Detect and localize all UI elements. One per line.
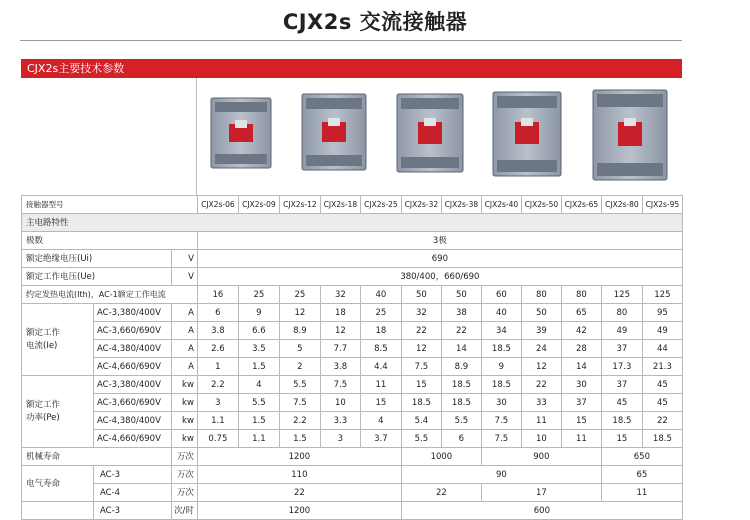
current-sub-label: AC-4,380/400V (94, 340, 172, 358)
power-cell: 5.5 (279, 376, 320, 394)
power-cell: 4 (238, 376, 279, 394)
current-cell: 4.4 (360, 358, 401, 376)
power-cell: 15 (561, 412, 601, 430)
power-row (22, 430, 683, 448)
model-cell: CJX2s-80 (601, 196, 642, 214)
current-sub-label: AC-3,380/400V (94, 304, 172, 322)
current-unit: A (172, 358, 198, 376)
current-cell: 44 (642, 340, 682, 358)
mech-life-label: 机械寿命 (22, 448, 172, 466)
power-cell: 1.1 (197, 412, 238, 430)
elec-ac4-cell: 11 (601, 484, 682, 502)
power-unit: kw (172, 376, 198, 394)
model-cell: CJX2s-50 (521, 196, 561, 214)
current-cell: 3.5 (238, 340, 279, 358)
power-sub-label: AC-3,380/400V (94, 376, 172, 394)
power-cell: 18.5 (401, 394, 441, 412)
power-cell: 7.5 (481, 412, 521, 430)
current-cell: 5 (279, 340, 320, 358)
models-label: 接触器型号 (22, 196, 198, 214)
power-row (22, 376, 683, 394)
ith-cell: 80 (561, 286, 601, 304)
mech-life-cell: 1200 (197, 448, 401, 466)
power-cell: 37 (561, 394, 601, 412)
ui-value: 690 (197, 250, 682, 268)
poles-value: 3极 (197, 232, 682, 250)
current-cell: 28 (561, 340, 601, 358)
ith-cell: 50 (401, 286, 441, 304)
current-cell: 17.3 (601, 358, 642, 376)
poles-row (22, 232, 683, 250)
current-cell: 7.5 (401, 358, 441, 376)
power-cell: 11 (360, 376, 401, 394)
power-cell: 18.5 (481, 376, 521, 394)
ui-unit: V (172, 250, 198, 268)
current-cell: 12 (320, 322, 360, 340)
power-cell: 6 (441, 430, 481, 448)
model-cell: CJX2s-65 (561, 196, 601, 214)
current-cell: 18 (360, 322, 401, 340)
power-cell: 7.5 (320, 376, 360, 394)
contactor-photos (197, 78, 682, 195)
current-row (22, 322, 683, 340)
elec-ac3-cell: 110 (197, 466, 401, 484)
current-cell: 40 (481, 304, 521, 322)
current-sub-label: AC-4,660/690V (94, 358, 172, 376)
current-cell: 49 (601, 322, 642, 340)
model-row (22, 196, 683, 214)
current-cell: 9 (481, 358, 521, 376)
current-cell: 95 (642, 304, 682, 322)
power-cell: 15 (401, 376, 441, 394)
current-cell: 3.8 (197, 322, 238, 340)
power-cell: 10 (521, 430, 561, 448)
power-cell: 3.7 (360, 430, 401, 448)
power-cell: 2.2 (197, 376, 238, 394)
ue-unit: V (172, 268, 198, 286)
elec-ac4-unit: 万次 (172, 484, 198, 502)
model-cell: CJX2s-32 (401, 196, 441, 214)
elec-ac4-label: AC-4 (94, 484, 172, 502)
current-cell: 49 (642, 322, 682, 340)
power-cell: 2.2 (279, 412, 320, 430)
mech-life-row (22, 448, 683, 466)
ue-value: 380/400，660/690 (197, 268, 682, 286)
power-unit: kw (172, 394, 198, 412)
elec-ac3-cell: 65 (601, 466, 682, 484)
power-row (22, 394, 683, 412)
frequency-ac3-label: AC-3 (94, 502, 172, 520)
current-cell: 39 (521, 322, 561, 340)
power-cell: 22 (521, 376, 561, 394)
mech-life-cell: 650 (601, 448, 682, 466)
current-group-label: 额定工作 电流(Ie) (22, 304, 94, 376)
current-row (22, 340, 683, 358)
current-cell: 50 (521, 304, 561, 322)
frequency-unit: 次/时 (172, 502, 198, 520)
model-cell: CJX2s-40 (481, 196, 521, 214)
contactor-photo-5 (593, 90, 667, 180)
current-cell: 14 (561, 358, 601, 376)
model-cell: CJX2s-09 (238, 196, 279, 214)
power-cell: 18.5 (441, 394, 481, 412)
current-cell: 24 (521, 340, 561, 358)
power-cell: 30 (481, 394, 521, 412)
power-cell: 5.5 (238, 394, 279, 412)
current-cell: 6.6 (238, 322, 279, 340)
power-row (22, 412, 683, 430)
banner-label: CJX2s主要技术参数 (27, 62, 125, 75)
power-cell: 1.1 (238, 430, 279, 448)
power-cell: 11 (521, 412, 561, 430)
power-cell: 5.5 (401, 430, 441, 448)
page-title: CJX2s 交流接触器 (282, 10, 468, 34)
power-cell: 0.75 (197, 430, 238, 448)
elec-ac3-label: AC-3 (94, 466, 172, 484)
power-cell: 11 (561, 430, 601, 448)
current-cell: 12 (521, 358, 561, 376)
model-cell: CJX2s-25 (360, 196, 401, 214)
mech-life-cell: 1000 (401, 448, 481, 466)
elec-ac4-cell: 17 (481, 484, 601, 502)
frequency-cell: 600 (401, 502, 682, 520)
power-cell: 33 (521, 394, 561, 412)
current-unit: A (172, 304, 198, 322)
power-cell: 5.4 (401, 412, 441, 430)
current-cell: 65 (561, 304, 601, 322)
current-cell: 9 (238, 304, 279, 322)
frequency-cell: 1200 (197, 502, 401, 520)
power-sub-label: AC-4,380/400V (94, 412, 172, 430)
current-cell: 2.6 (197, 340, 238, 358)
current-cell: 34 (481, 322, 521, 340)
power-cell: 3.3 (320, 412, 360, 430)
current-cell: 8.5 (360, 340, 401, 358)
current-unit: A (172, 340, 198, 358)
mech-life-unit: 万次 (172, 448, 198, 466)
ue-label: 额定工作电压(Ue) (22, 268, 172, 286)
current-cell: 37 (601, 340, 642, 358)
power-unit: kw (172, 412, 198, 430)
current-cell: 3.8 (320, 358, 360, 376)
power-sub-label: AC-4,660/690V (94, 430, 172, 448)
frequency-label-blank (22, 502, 94, 520)
ue-row (22, 268, 683, 286)
power-cell: 18.5 (642, 430, 682, 448)
current-sub-label: AC-3,660/690V (94, 322, 172, 340)
ith-cell: 32 (320, 286, 360, 304)
power-group-label: 额定工作 功率(Pe) (22, 376, 94, 448)
mech-life-cell: 900 (481, 448, 601, 466)
model-cell: CJX2s-18 (320, 196, 360, 214)
current-cell: 8.9 (441, 358, 481, 376)
current-cell: 25 (360, 304, 401, 322)
ith-cell: 16 (197, 286, 238, 304)
ith-cell: 40 (360, 286, 401, 304)
ith-cell: 60 (481, 286, 521, 304)
spec-table (21, 195, 683, 520)
elec-ac4-cell: 22 (401, 484, 481, 502)
elec-ac3-cell: 90 (401, 466, 601, 484)
power-cell: 15 (360, 394, 401, 412)
current-row (22, 358, 683, 376)
ith-cell: 80 (521, 286, 561, 304)
current-cell: 21.3 (642, 358, 682, 376)
current-cell: 22 (441, 322, 481, 340)
power-cell: 45 (642, 376, 682, 394)
title-underline (20, 40, 682, 41)
contactor-photo-strip (197, 78, 682, 195)
poles-label: 极数 (22, 232, 198, 250)
current-cell: 8.9 (279, 322, 320, 340)
power-cell: 3 (197, 394, 238, 412)
current-cell: 22 (401, 322, 441, 340)
power-cell: 7.5 (481, 430, 521, 448)
current-unit: A (172, 322, 198, 340)
ith-row (22, 286, 683, 304)
model-cell: CJX2s-95 (642, 196, 682, 214)
contactor-photo-4 (493, 92, 561, 176)
current-cell: 18 (320, 304, 360, 322)
contactor-photo-2 (302, 94, 366, 170)
current-row (22, 304, 683, 322)
model-cell: CJX2s-12 (279, 196, 320, 214)
current-cell: 1.5 (238, 358, 279, 376)
elec-ac4-cell: 22 (197, 484, 401, 502)
power-cell: 18.5 (601, 412, 642, 430)
elec-ac3-unit: 万次 (172, 466, 198, 484)
contactor-photo-1 (211, 98, 271, 168)
section-banner (21, 59, 682, 78)
ui-label: 额定绝缘电压(Ui) (22, 250, 172, 268)
elec-life-row (22, 484, 683, 502)
power-cell: 45 (601, 394, 642, 412)
current-cell: 42 (561, 322, 601, 340)
ith-cell: 50 (441, 286, 481, 304)
power-cell: 4 (360, 412, 401, 430)
power-cell: 5.5 (441, 412, 481, 430)
current-cell: 7.7 (320, 340, 360, 358)
power-cell: 1.5 (279, 430, 320, 448)
current-cell: 18.5 (481, 340, 521, 358)
current-cell: 14 (441, 340, 481, 358)
current-cell: 38 (441, 304, 481, 322)
current-cell: 2 (279, 358, 320, 376)
ith-cell: 25 (238, 286, 279, 304)
elec-life-label: 电气寿命 (22, 466, 94, 502)
current-cell: 80 (601, 304, 642, 322)
current-cell: 6 (197, 304, 238, 322)
power-cell: 10 (320, 394, 360, 412)
ith-cell: 25 (279, 286, 320, 304)
section-row (22, 214, 683, 232)
ui-row (22, 250, 683, 268)
power-cell: 30 (561, 376, 601, 394)
power-cell: 37 (601, 376, 642, 394)
current-cell: 32 (401, 304, 441, 322)
power-cell: 7.5 (279, 394, 320, 412)
model-cell: CJX2s-38 (441, 196, 481, 214)
ith-cell: 125 (601, 286, 642, 304)
ith-label: 约定发热电流(Ith)，AC-1额定工作电流 (22, 286, 198, 304)
contactor-photo-3 (397, 94, 463, 172)
power-cell: 1.5 (238, 412, 279, 430)
current-cell: 12 (279, 304, 320, 322)
power-cell: 18.5 (441, 376, 481, 394)
model-cell: CJX2s-06 (197, 196, 238, 214)
current-cell: 1 (197, 358, 238, 376)
current-cell: 12 (401, 340, 441, 358)
power-sub-label: AC-3,660/690V (94, 394, 172, 412)
frequency-row (22, 502, 683, 520)
power-cell: 22 (642, 412, 682, 430)
section-main-label: 主电路特性 (22, 214, 683, 232)
ith-cell: 125 (642, 286, 682, 304)
power-cell: 3 (320, 430, 360, 448)
power-cell: 45 (642, 394, 682, 412)
power-unit: kw (172, 430, 198, 448)
power-cell: 15 (601, 430, 642, 448)
photo-blank-cell (21, 78, 197, 195)
